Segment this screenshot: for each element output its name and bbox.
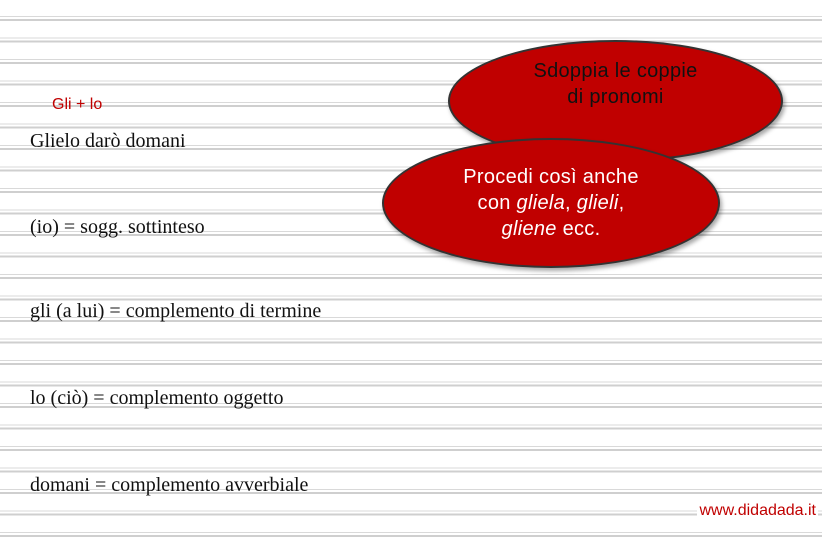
callout-proceed-line2-end: , — [618, 192, 625, 214]
callout-proceed-line3-rest: ecc. — [556, 218, 601, 240]
callout-proceed-gliela: gliela — [516, 192, 566, 214]
callout-split-pairs-line2: di pronomi — [567, 86, 664, 108]
analysis-indirect-object: gli (a lui) = complemento di termine — [30, 300, 322, 322]
callout-proceed-line2-prefix: con — [477, 192, 517, 214]
analysis-adverbial: domani = complemento avverbiale — [30, 474, 309, 496]
callout-split-pairs-line1: Sdoppia le coppie — [533, 60, 698, 82]
analysis-subject: (io) = sogg. sottinteso — [30, 216, 205, 238]
website-link[interactable]: www.didadada.it — [697, 500, 818, 522]
callout-proceed-separator: , — [565, 192, 577, 214]
example-sentence: Glielo darò domani — [30, 130, 186, 152]
callout-proceed-line1: Procedi così anche — [463, 166, 639, 188]
analysis-direct-object: lo (ciò) = complemento oggetto — [30, 387, 284, 409]
callout-proceed-glieli: glieli — [576, 192, 619, 214]
callout-proceed-similarly — [382, 138, 720, 268]
callout-proceed-gliene: gliene — [501, 218, 557, 240]
pronoun-pair-label: Gli + lo — [52, 96, 103, 113]
